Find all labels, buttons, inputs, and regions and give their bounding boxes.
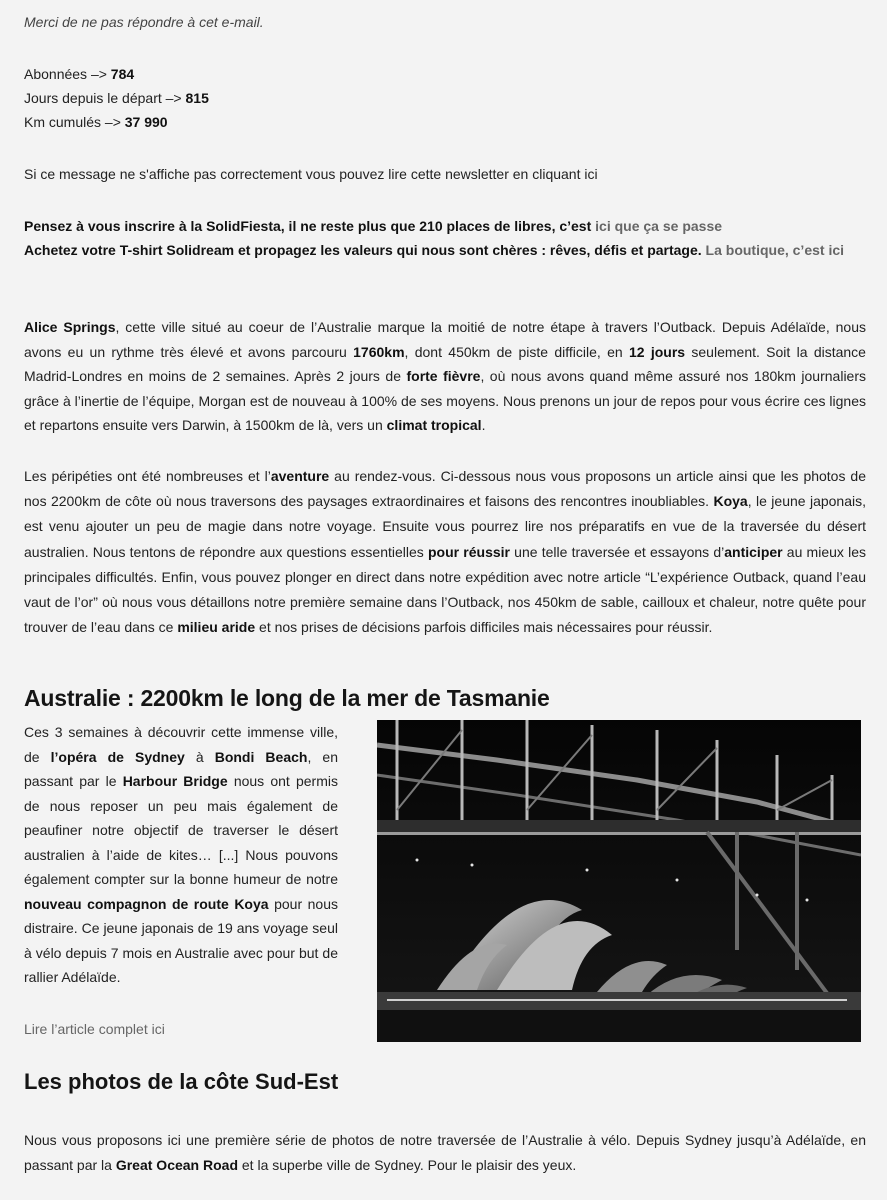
stat-label: Abonnées –>	[24, 66, 111, 82]
text: nous ont permis de nous reposer un peu mais également de peaufiner notre objectif de traverser le désert australien à l’aide de kites… [...] Nous pouvons également compter sur la bonne humeur de notre	[24, 773, 338, 887]
strong: Bondi Beach	[214, 748, 308, 765]
text: et nos prises de décisions parfois difficiles mais nécessaires pour réussir.	[255, 619, 713, 636]
photos-title[interactable]: Les photos de la côte Sud-Est	[24, 1069, 339, 1094]
strong: Great Ocean Road	[115, 1156, 238, 1173]
text: seulement. Soit la distance Madrid-Londres en moins de 2 semaines. Après 2 jours de	[24, 343, 866, 384]
stat-days	[24, 86, 866, 110]
stat-value: 784	[110, 66, 135, 82]
text: Nous vous proposons ici une première série de photos de notre traversée de l’Australie à vélo. Depuis Sydney jusqu’à Adélaïde, en passant par la	[24, 1132, 866, 1173]
text: une telle traversée et essayons d’	[509, 543, 725, 560]
text: au rendez-vous. Ci-dessous nous vous proposons un article ainsi que les photos de nos 2200km de côte où nous traversons des paysages extraordinaires et faisons des rencontres inoubliables.	[24, 468, 866, 510]
strong: Harbour Bridge	[122, 773, 228, 789]
text: , où nous avons quand même assuré nos 180km journaliers grâce à l’inertie de l’équipe, Morgan est de nouveau à 100% de ses moyens. Nous prenons un jour de repos pour vous écrire ces lignes et repartons ensuite vers Darwin, à 1500km de là, vers un	[24, 368, 867, 433]
strong: milieu aride	[177, 619, 256, 636]
text: , le jeune japonais, est venu ajouter un peu de magie dans notre voyage. Ensuite vous pourrez lire nos préparatifs en vue de la traversée du désert australien. Nous tentons de répondre aux questions essentielles	[24, 493, 866, 560]
article-title[interactable]: Australie : 2200km le long de la mer de Tasmanie	[24, 685, 550, 711]
stat-label: Jours depuis le départ –>	[24, 90, 186, 106]
strong: pour réussir	[427, 543, 510, 560]
no-reply-notice: Merci de ne pas répondre à cet e-mail.	[24, 14, 264, 30]
text: , dont 450km de piste difficile, en	[404, 343, 629, 360]
promo-block	[24, 214, 866, 262]
strong: nouveau compagnon de route Koya	[24, 895, 269, 912]
alice-springs: Alice Springs	[24, 319, 116, 335]
read-article-link[interactable]: Lire l’article complet ici	[24, 1021, 165, 1037]
text: et la superbe ville de Sydney. Pour le plaisir des yeux.	[238, 1156, 577, 1173]
distance-strong: 1760km	[353, 343, 405, 360]
sydney-opera-house-photo[interactable]	[377, 720, 861, 1042]
fever-strong: forte fièvre	[406, 368, 481, 384]
stats-block	[24, 62, 866, 134]
tshirt-text: Achetez votre T-shirt Solidream et propagez les valeurs qui nous sont chères : rêves, défis et partage.	[24, 242, 702, 258]
text: , en passant par le	[24, 748, 338, 789]
article-excerpt	[24, 720, 338, 990]
text: au mieux les principales difficultés. Enfin, vous pouvez plonger en direct dans notre expédition avec notre article “L’expérience Outback, quand l’eau vaut de l’or” où nous vous détaillons notre première semaine dans l’Outback, nos 450km de sable, cailloux et chaleur, notre quête pour trouver de l’eau dans ce	[24, 543, 866, 636]
view-online-link[interactable]: Si ce message ne s'affiche pas correctement vous pouvez lire cette newsletter en cliquant ici	[24, 166, 598, 182]
stat-subscribers	[24, 62, 866, 86]
text: à	[184, 748, 215, 765]
text: Ces 3 semaines à découvrir cette immense ville, de	[24, 724, 338, 765]
strong: anticiper	[724, 543, 783, 560]
shop-link[interactable]: La boutique, c’est ici	[701, 242, 845, 258]
intro-paragraph	[24, 315, 866, 438]
text: .	[481, 417, 486, 433]
stat-label: Km cumulés –>	[24, 114, 125, 130]
photos-paragraph	[24, 1128, 866, 1177]
solidfiesta-text: Pensez à vous inscrire à la SolidFiesta, il ne reste plus que 210 places de libres, c’est	[24, 218, 596, 234]
stat-value: 815	[185, 90, 209, 106]
text: , cette ville situé au coeur de l’Australie marque la moitié de notre étape à travers l’Outback. Depuis Adélaïde, nous avons eu un rythme très élevé et avons parcouru	[24, 319, 867, 360]
text: Les péripéties ont été nombreuses et l’	[24, 468, 271, 484]
strong: l’opéra de Sydney	[50, 748, 185, 765]
stat-km	[24, 110, 866, 134]
days-strong: 12 jours	[628, 343, 686, 360]
stat-value: 37 990	[124, 114, 168, 130]
text: pour nous distraire. Ce jeune japonais de 19 ans voyage seul à vélo depuis 7 mois en Australie avec pour but de rallier Adélaïde.	[24, 895, 338, 985]
solidfiesta-link[interactable]: ici que ça se passe	[595, 218, 723, 234]
adventure-paragraph	[24, 464, 866, 640]
strong: Koya	[713, 493, 748, 510]
strong: aventure	[270, 468, 330, 484]
photo-illustration	[377, 720, 861, 1042]
climate-strong: climat tropical	[386, 417, 482, 433]
